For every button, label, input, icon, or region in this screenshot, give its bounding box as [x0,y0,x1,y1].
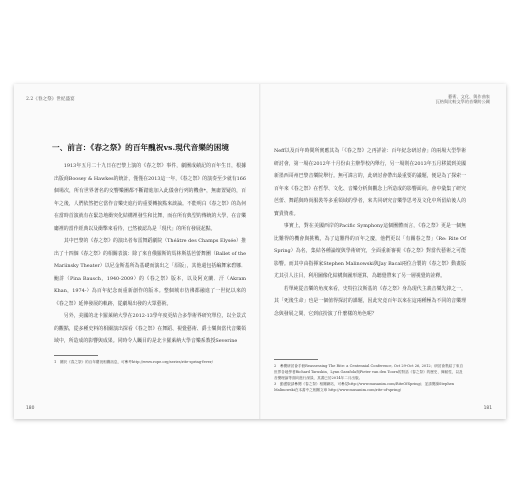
footnote-text: 關於《春之祭》的百年慶祝相關訊息，可參考http://www.rope.org/series/rite-spring-fever/ [60,360,213,364]
page-number: 181 [483,406,492,411]
running-head-line: 藝術、文化、與作曲家 [448,94,490,99]
footnotes [274,364,464,395]
footnote-number: 1 [54,360,57,364]
footnote [54,360,234,366]
section-title: 一、前言：《春之祭》的百年醜祝vs.現代音樂的困境 [52,143,230,152]
running-head: 2.2《春之祭》世紀盛宴 [26,97,75,102]
paragraph: 另外，美國的北卡羅萊納大學在2012-13學年度更結合多學術界研究單位，以全景式的觀點，從多種史料的相關演出探看《春之祭》在舞蹈、視覺藝術、爵士樂與當代音樂領域中，所造成的影響與成果。同時令人矚目的是北卡羅萊納大學音樂系教授Severine [54,313,246,344]
footnote-divider [54,355,98,356]
footnote-divider [274,359,318,360]
right-body-text [274,145,466,320]
right-page [260,84,506,419]
paragraph: 1913年五月二十九日在巴黎上演的《春之祭》事件，劇團成績記的百年生日，根據出版商Boosey & Hawkes的統計，僅僅在2013這一年，《春之祭》的演奏至少就有166個場次，所有世界著名的交響樂團都不斷踏進加入此儀會行列的機會*，無庸置疑的，百年之後，人們依然把它當作音樂史進行的重要轉捩點來談論。不能明白《春之祭》的為何在當時首演就有在緊急地衝突化結構裡發生和比舞，而在所有典型的傳統的大學，在音樂廳裡的當作經典以及衝擊來看待，已然被認為是「現代」的所有發展起點。 [54,163,246,232]
footnote-number: 2 [274,364,277,368]
running-head-line: 瓦格與比較文學的音樂跨公關 [435,99,490,105]
footnote-text: 動畫版請參閱《春之祭》相關網站，可參見http://www.musanim.com/RiteOfSpring/；並請閱讀Stephen Malinowski在本書中之相關文章 http://www.musanim.com/rite-of-spring/ [274,382,455,392]
page-number: 180 [26,406,35,411]
paragraph: Neff以及百年時間所實應其為「《春之祭》之再詳詮：百年紀念研討會」的兩場大型學術研討會，第一場在2012年十月份由主辦學校內舉行，另一場則在2013年五月移駕到美國新墨西哥州巴黎音樂院舉行。無可諱言的，此研討會帶出最重要的議題，便是為了探索一百年來《春之祭》在哲學、文化、音樂分析與觀念上所造成的影響面向。會中彙集了研究芭蕾、舞蹈與時尚服裝等多重領域的學者，來共同研究音樂學思考及文化中所留給後人的寶貴資產。 [274,148,466,217]
footnote [274,382,464,394]
footnote-text: 參閱研討會手冊Reassessing The Rite: a Centennial Conference, Oct 29-Oct 26, 2012；研討會集結了來自世界各地學者Richard Taruskin、Lynn Garafola與Pieter van den Toorn的對話《春之祭》的歷史、舞蹈性，以及音樂理論等面向進行深談，其書已於2014年二月出版。 [274,364,464,380]
left-page [14,84,260,419]
footnote [274,364,464,381]
running-head [436,94,490,105]
footnote-number: 3 [274,382,277,387]
book-spread [14,84,506,419]
left-body-text [54,160,246,348]
paragraph: 若單純從音樂的角度來看，史特拉汶斯基的《春之祭》身為現代主義音樂先鋒之一，其「死後生命」也是一個值得探討的課題，因此究竟百年以來在這兩種極為不同的音樂理念與發展之間，它到底扮演了什麼樣的角色呢？ [274,285,466,317]
paragraph: 其中巴黎的《春之祭》的演出者布雷舞蹈劇院（Théâtre des Champs Elysée）推出了十四個《春之祭》的相關表演：除了來自俄羅斯的馬林斯基芭蕾舞團（Ballet of the Mariinsky Theater）以尼金斯基所為基礎而演出之「原版」，其他還包括編舞家碧娜．鮑許（Pina Bausch，1940-2009）的《春之祭》版本，以及阿克蘭．汗（Akram Khan，1974-）為百年紀念而重新創作的版本。整個城市彷彿都融進了一世紀以來的《春之祭》延伸發展的軌跡，從劇場出發的大眾藝術。 [54,238,246,307]
paragraph: 事實上，對在美國西岸的Pacific Symphony這個團體而言，《春之祭》更是一個無比難得的機會與挑戰，為了這難得的百年之慶，他們更以「有關春之祭」（Re: Rite Of Spring）為名，集結各種論壇與學術研究，全面重新審視《春之祭》對當代藝術之可能影響。而其中由指揮家Stephen Malinowski與Jay Bacal兩位合製的《春之祭》動畫版尤其引人注目，利用圖像化結構與圖形運算，為聽覺帶來了另一層視覺的詮釋。 [274,223,466,279]
footnotes [54,360,234,367]
